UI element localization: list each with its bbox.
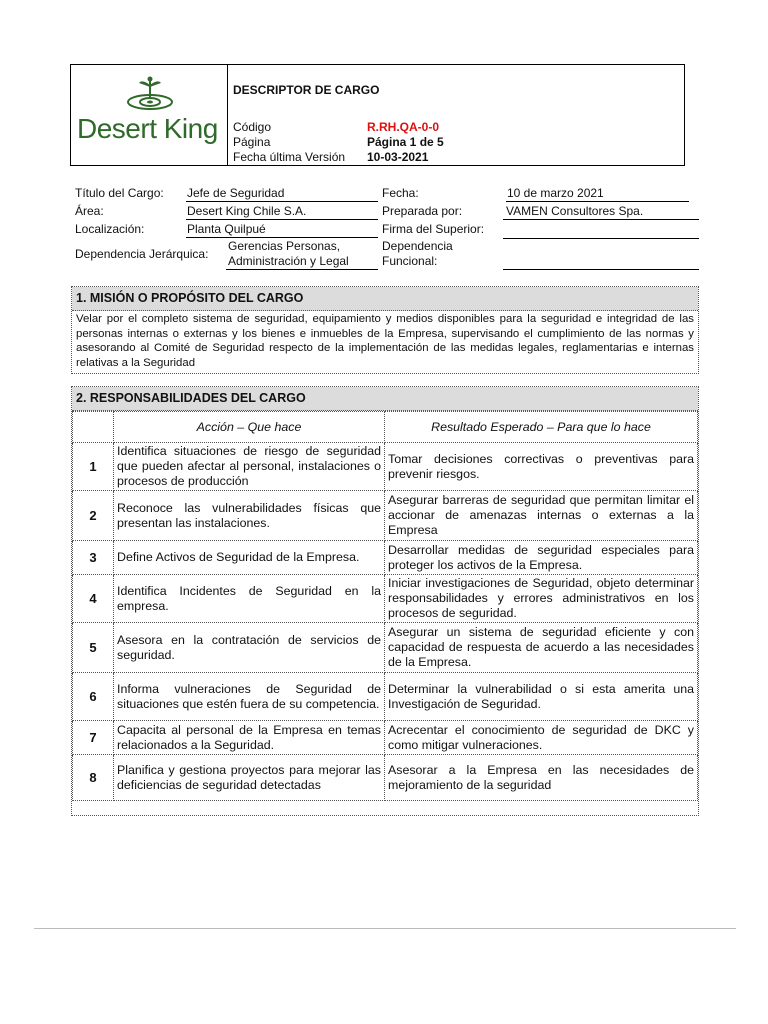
row-resultado: Determinar la vulnerabilidad o si esta amerita una Investigación de Seguridad. (385, 673, 698, 721)
table-row (73, 491, 698, 541)
row-accion: Capacita al personal de la Empresa en temas relacionados a la Seguridad. (114, 721, 385, 755)
row-number: 3 (73, 541, 114, 575)
row-accion: Asesora en la contratación de servicios de seguridad. (114, 623, 385, 673)
desert-king-logo-icon (115, 75, 185, 113)
table-row (73, 721, 698, 755)
row-number: 7 (73, 721, 114, 755)
header-num-cell (73, 412, 114, 443)
row-number: 5 (73, 623, 114, 673)
fecha-version-value: 10-03-2021 (367, 150, 429, 164)
header-accion: Acción – Que hace (114, 412, 385, 443)
table-row (73, 575, 698, 623)
dependencia-jerarquica-value-1: Gerencias Personas, (228, 239, 341, 253)
row-accion: Planifica y gestiona proyectos para mejorar las deficiencias de seguridad detectadas (114, 755, 385, 801)
table-row (73, 755, 698, 801)
row-number: 2 (73, 491, 114, 541)
logo-cell (71, 65, 228, 165)
dependencia-funcional-value (503, 254, 699, 270)
logo-text: Desert King (77, 113, 218, 144)
row-resultado: Desarrollar medidas de seguridad especiales para proteger los activos de la Empresa. (385, 541, 698, 575)
responsabilidades-section (71, 386, 699, 816)
row-accion: Informa vulneraciones de Seguridad de situaciones que estén fuera de su competencia. (114, 673, 385, 721)
page-divider (34, 928, 736, 929)
area-label: Área: (75, 204, 104, 218)
fecha-value: 10 de marzo 2021 (506, 186, 689, 202)
dependencia-jerarquica-label: Dependencia Jerárquica: (75, 247, 209, 261)
fecha-version-label: Fecha última Versión (233, 150, 346, 164)
firma-superior-value (503, 222, 699, 239)
table-header-row (73, 412, 698, 443)
preparada-por-label: Preparada por: (382, 204, 463, 218)
fecha-label: Fecha: (382, 186, 419, 200)
pagina-label: Página (233, 135, 271, 149)
row-accion: Identifica Incidentes de Seguridad en la empresa. (114, 575, 385, 623)
codigo-label: Código (233, 120, 272, 134)
row-number: 6 (73, 673, 114, 721)
codigo-value: R.RH.QA-0-0 (367, 120, 440, 134)
localizacion-value: Planta Quilpué (186, 222, 378, 238)
row-number: 8 (73, 755, 114, 801)
dependencia-funcional-label-1: Dependencia (382, 239, 453, 253)
row-number: 1 (73, 443, 114, 491)
mision-section (71, 286, 699, 374)
localizacion-label: Localización: (75, 222, 145, 236)
document-header (70, 64, 685, 166)
row-resultado: Asegurar barreras de seguridad que permitan limitar el accionar de amenazas internas o externas a la Empresa (385, 491, 698, 541)
pagina-value: Página 1 de 5 (367, 135, 444, 149)
table-row (73, 623, 698, 673)
table-row (73, 673, 698, 721)
titulo-cargo-value: Jefe de Seguridad (186, 186, 378, 202)
row-resultado: Acrecentar el conocimiento de seguridad de DKC y como mitigar vulneraciones. (385, 721, 698, 755)
responsabilidades-title: 2. RESPONSABILIDADES DEL CARGO (72, 387, 698, 411)
dependencia-jerarquica-value-2: Administración y Legal (226, 254, 378, 270)
row-accion: Identifica situaciones de riesgo de seguridad que pueden afectar al personal, instalaciones o procesos de producción (114, 443, 385, 491)
row-resultado: Tomar decisiones correctivas o preventivas para prevenir riesgos. (385, 443, 698, 491)
area-value: Desert King Chile S.A. (186, 204, 378, 220)
table-row (73, 443, 698, 491)
dependencia-funcional-label-2: Funcional: (382, 254, 438, 268)
row-accion: Define Activos de Seguridad de la Empresa. (114, 541, 385, 575)
header-resultado: Resultado Esperado – Para que lo hace (385, 412, 698, 443)
firma-superior-label: Firma del Superior: (382, 222, 485, 236)
row-resultado: Asegurar un sistema de seguridad eficiente y con capacidad de respuesta de acuerdo a las necesidades de la Empresa. (385, 623, 698, 673)
table-row (73, 541, 698, 575)
responsabilidades-table (72, 411, 698, 801)
document-title: DESCRIPTOR DE CARGO (233, 83, 380, 97)
mision-text: Velar por el completo sistema de seguridad, equipamiento y medios disponibles para la seguridad e integridad de las personas internas o externas y los bienes e inmuebles de la Empresa, supervisando el cumplimiento de las normas y asesorando al Comité de Seguridad respecto de la implementación de las medidas legales, reglamentarias e internas relativas a la Seguridad (76, 313, 694, 369)
row-resultado: Iniciar investigaciones de Seguridad, objeto determinar responsabilidades y errores administrativos en los procesos de seguridad. (385, 575, 698, 623)
preparada-por-value: VAMEN Consultores Spa. (503, 204, 699, 220)
titulo-cargo-label: Título del Cargo: (75, 186, 164, 200)
row-resultado: Asesorar a la Empresa en las necesidades de mejoramiento de la seguridad (385, 755, 698, 801)
row-number: 4 (73, 575, 114, 623)
row-accion: Reconoce las vulnerabilidades físicas que presentan las instalaciones. (114, 491, 385, 541)
mision-title: 1. MISIÓN O PROPÓSITO DEL CARGO (72, 287, 698, 311)
